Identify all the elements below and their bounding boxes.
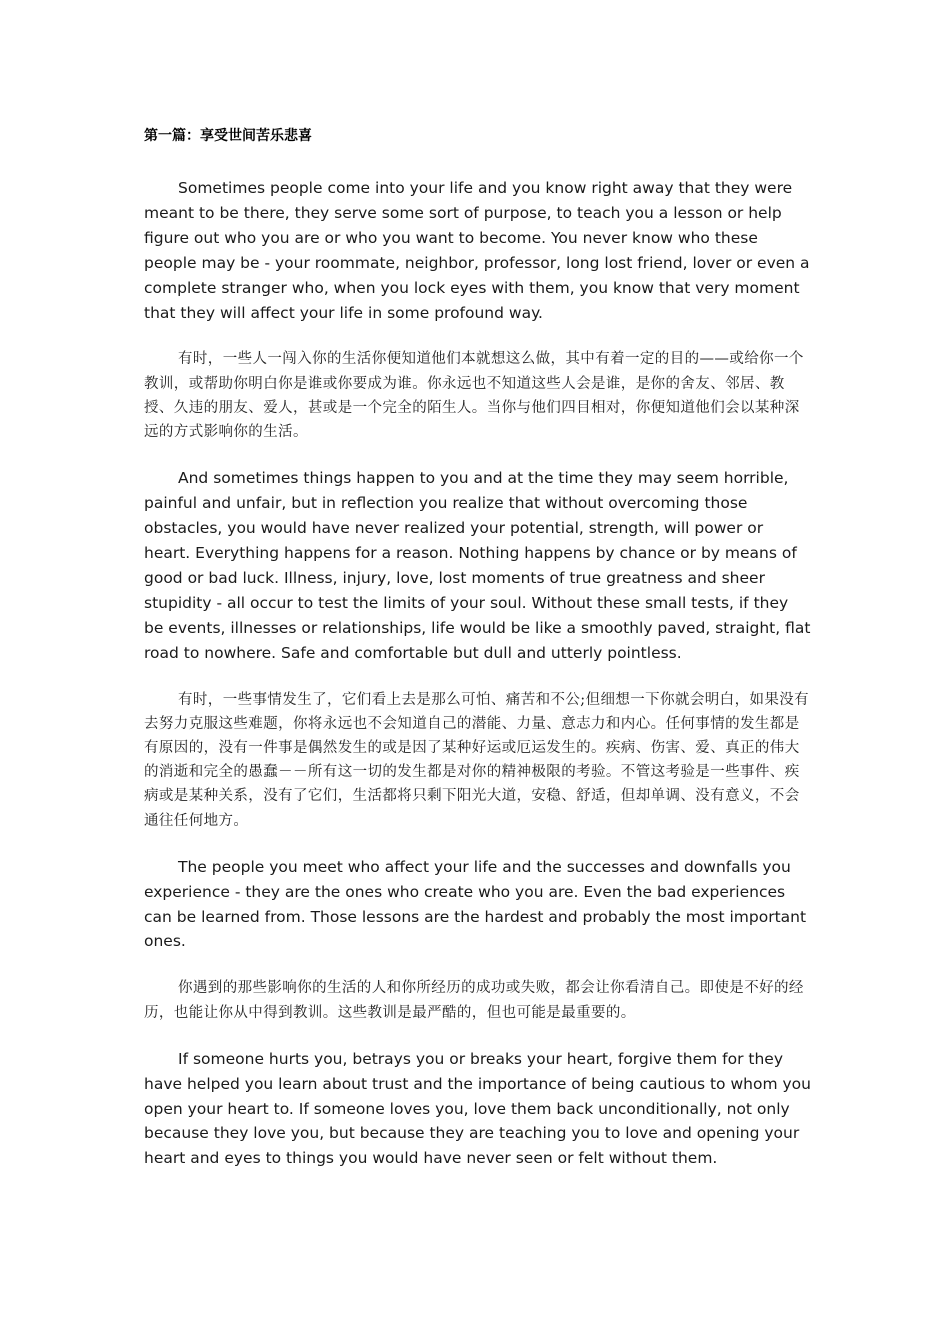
document-heading: 第一篇：享受世间苦乐悲喜	[144, 128, 312, 144]
document-page	[144, 124, 812, 1193]
paragraph-zh-2: 有时，一些事情发生了，它们看上去是那么可怕、痛苦和不公;但细想一下你就会明白，如果没有去努力克服这些难题，你将永远也不会知道自己的潜能、力量、意志力和内心。任何事情的发生都是有原因的，没有一件事是偶然发生的或是因了某种好运或厄运发生的。疾病、伤害、爱、真正的伟大的消逝和完全的愚蠢－－所有这一切的发生都是对你的精神极限的考验。不管这考验是一些事件、疾病或是某种关系，没有了它们，生活都将只剩下阳光大道，安稳、舒适，但却单调、没有意义，不会通往任何地方。	[144, 691, 810, 829]
paragraph-en-1: Sometimes people come into your life and you know right away that they were meant to be there, they serve some sort of purpose, to teach you a lesson or help figure out who you are or who you want to become. You never know who these people may be - your roommate, neighbor, professor, long lost friend, lover or even a complete stranger who, when you lock eyes with them, you know that very moment that they will affect your life in some profound way.	[144, 179, 810, 322]
paragraph-en-4: If someone hurts you, betrays you or breaks your heart, forgive them for they have helped you learn about trust and the importance of being cautious to whom you open your heart to. If someone loves you, love them back unconditionally, not only because they love you, but because they are teaching you to love and opening your heart and eyes to things you would have never seen or felt without them.	[144, 1049, 811, 1168]
paragraph-zh-3: 你遇到的那些影响你的生活的人和你所经历的成功或失败，都会让你看清自己。即使是不好的经历，也能让你从中得到教训。这些教训是最严酷的，但也可能是最重要的。	[144, 980, 804, 1021]
paragraph-en-3: The people you meet who affect your life and the successes and downfalls you experience - they are the ones who create who you are. Even the bad experiences can be learned from. Those lessons are the hardest and probably the most important ones.	[144, 857, 807, 951]
paragraph-en-2: And sometimes things happen to you and at the time they may seem horrible, painful and unfair, but in reflection you realize that without overcoming those obstacles, you would have never realized your potential, strength, will power or heart. Everything happens for a reason. Nothing happens by chance or by means of good or bad luck. Illness, injury, love, lost moments of true greatness and sheer stupidity - all occur to test the limits of your soul. Without these small tests, if they be events, illnesses or relationships, life would be like a smoothly paved, straight, flat road to nowhere. Safe and comfortable but dull and utterly pointless.	[144, 469, 811, 662]
paragraph-zh-1: 有时，一些人一闯入你的生活你便知道他们本就想这么做，其中有着一定的目的——或给你一个教训，或帮助你明白你是谁或你要成为谁。你永远也不知道这些人会是谁，是你的舍友、邻居、教授、久违的朋友、爱人，甚或是一个完全的陌生人。当你与他们四目相对，你便知道他们会以某种深远的方式影响你的生活。	[144, 351, 804, 441]
